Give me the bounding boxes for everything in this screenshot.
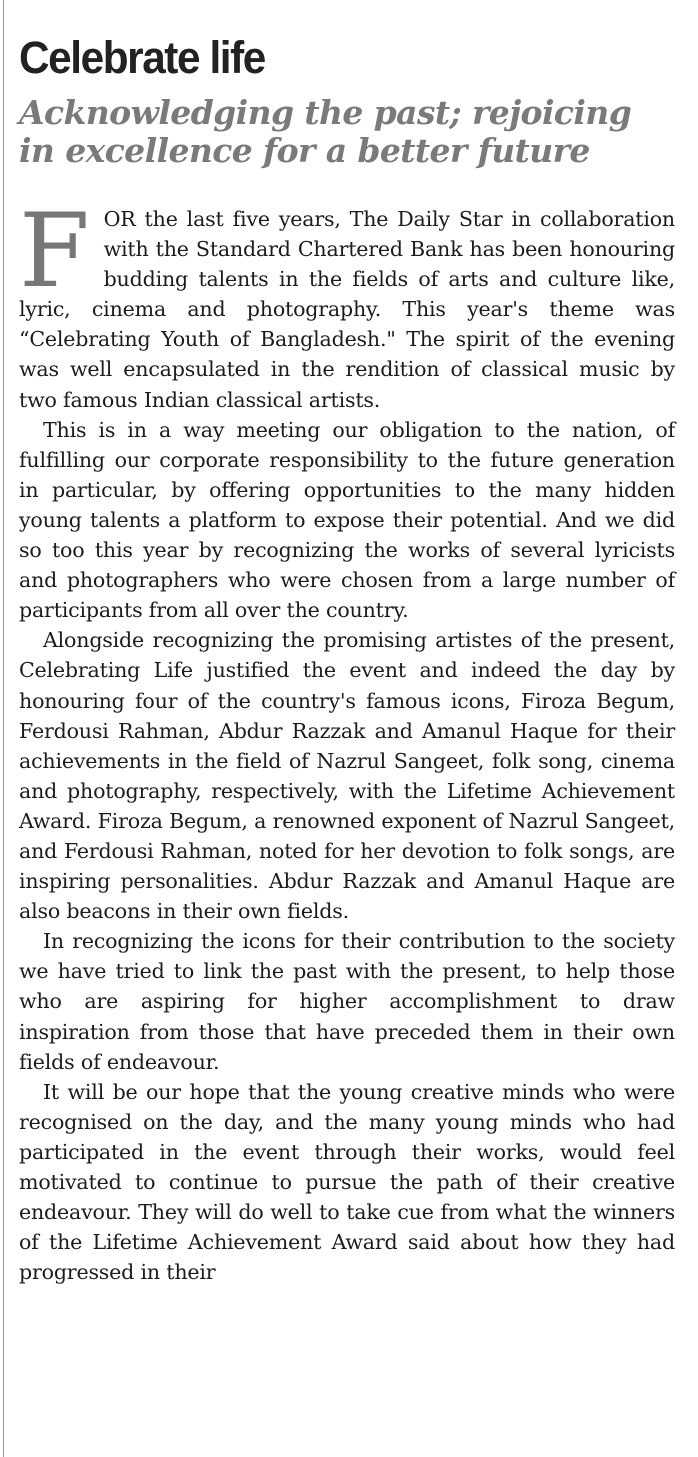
headline: Celebrate life (19, 32, 265, 83)
paragraph-2: This is in a way meeting our obligation to the nation, of fulfilling our corporate responsibility to the future generation in particular, by offering opportunities to the many hidden young talents a platform to expose their potential. And we did so too this year by recognizing the works of several lyricists and photographers who were chosen from a large number of participants from all over the country. (19, 417, 675, 623)
subheadline: Acknowledging the past; rejoicing in excellence for a better future (19, 93, 632, 170)
paragraph-4: In recognizing the icons for their contribution to the society we have tried to link the past with the present, to help those who are aspiring for higher accomplishment to draw inspiration from those that have preceded them in their own fields of endeavour. (19, 929, 675, 1074)
paragraph-3: Alongside recognizing the promising artistes of the present, Celebrating Life justified the event and indeed the day by honouring four of the country's famous icons, Firoza Begum, Ferdousi Rahman, Abdur Razzak and Amanul Haque for their achievements in the field of Nazrul Sangeet, folk song, cinema and photography, respectively, with the Lifetime Achievement Award. Firoza Begum, a renowned exponent of Nazrul Sangeet, and Ferdousi Rahman, noted for her devotion to folk songs, are inspiring personalities. Abdur Razzak and Amanul Haque are also beacons in their own fields. (19, 628, 675, 924)
column-rule (3, 0, 4, 1457)
paragraph-1 (19, 192, 675, 415)
article (19, 26, 675, 1287)
paragraph-5: It will be our hope that the young creative minds who were recognised on the day, and the many young minds who had participated in the event through their works, would feel motivated to continue to pursue the path of their creative endeavour. They will do well to take cue from what the winners of the Lifetime Achievement Award said about how they had progressed in their (19, 1079, 675, 1285)
article-body (19, 192, 675, 1287)
paragraph-1-text: OR the last five years, The Daily Star in collaboration with the Standard Chartered Bank has been honouring budding talents in the fields of arts and culture like, lyric, cinema and photography. This year's theme was “Celebrating Youth of Bangladesh." The spirit of the evening was well encapsulated in the rendition of classical music by two famous Indian classical artists. (19, 207, 675, 412)
drop-cap: F (19, 192, 90, 311)
